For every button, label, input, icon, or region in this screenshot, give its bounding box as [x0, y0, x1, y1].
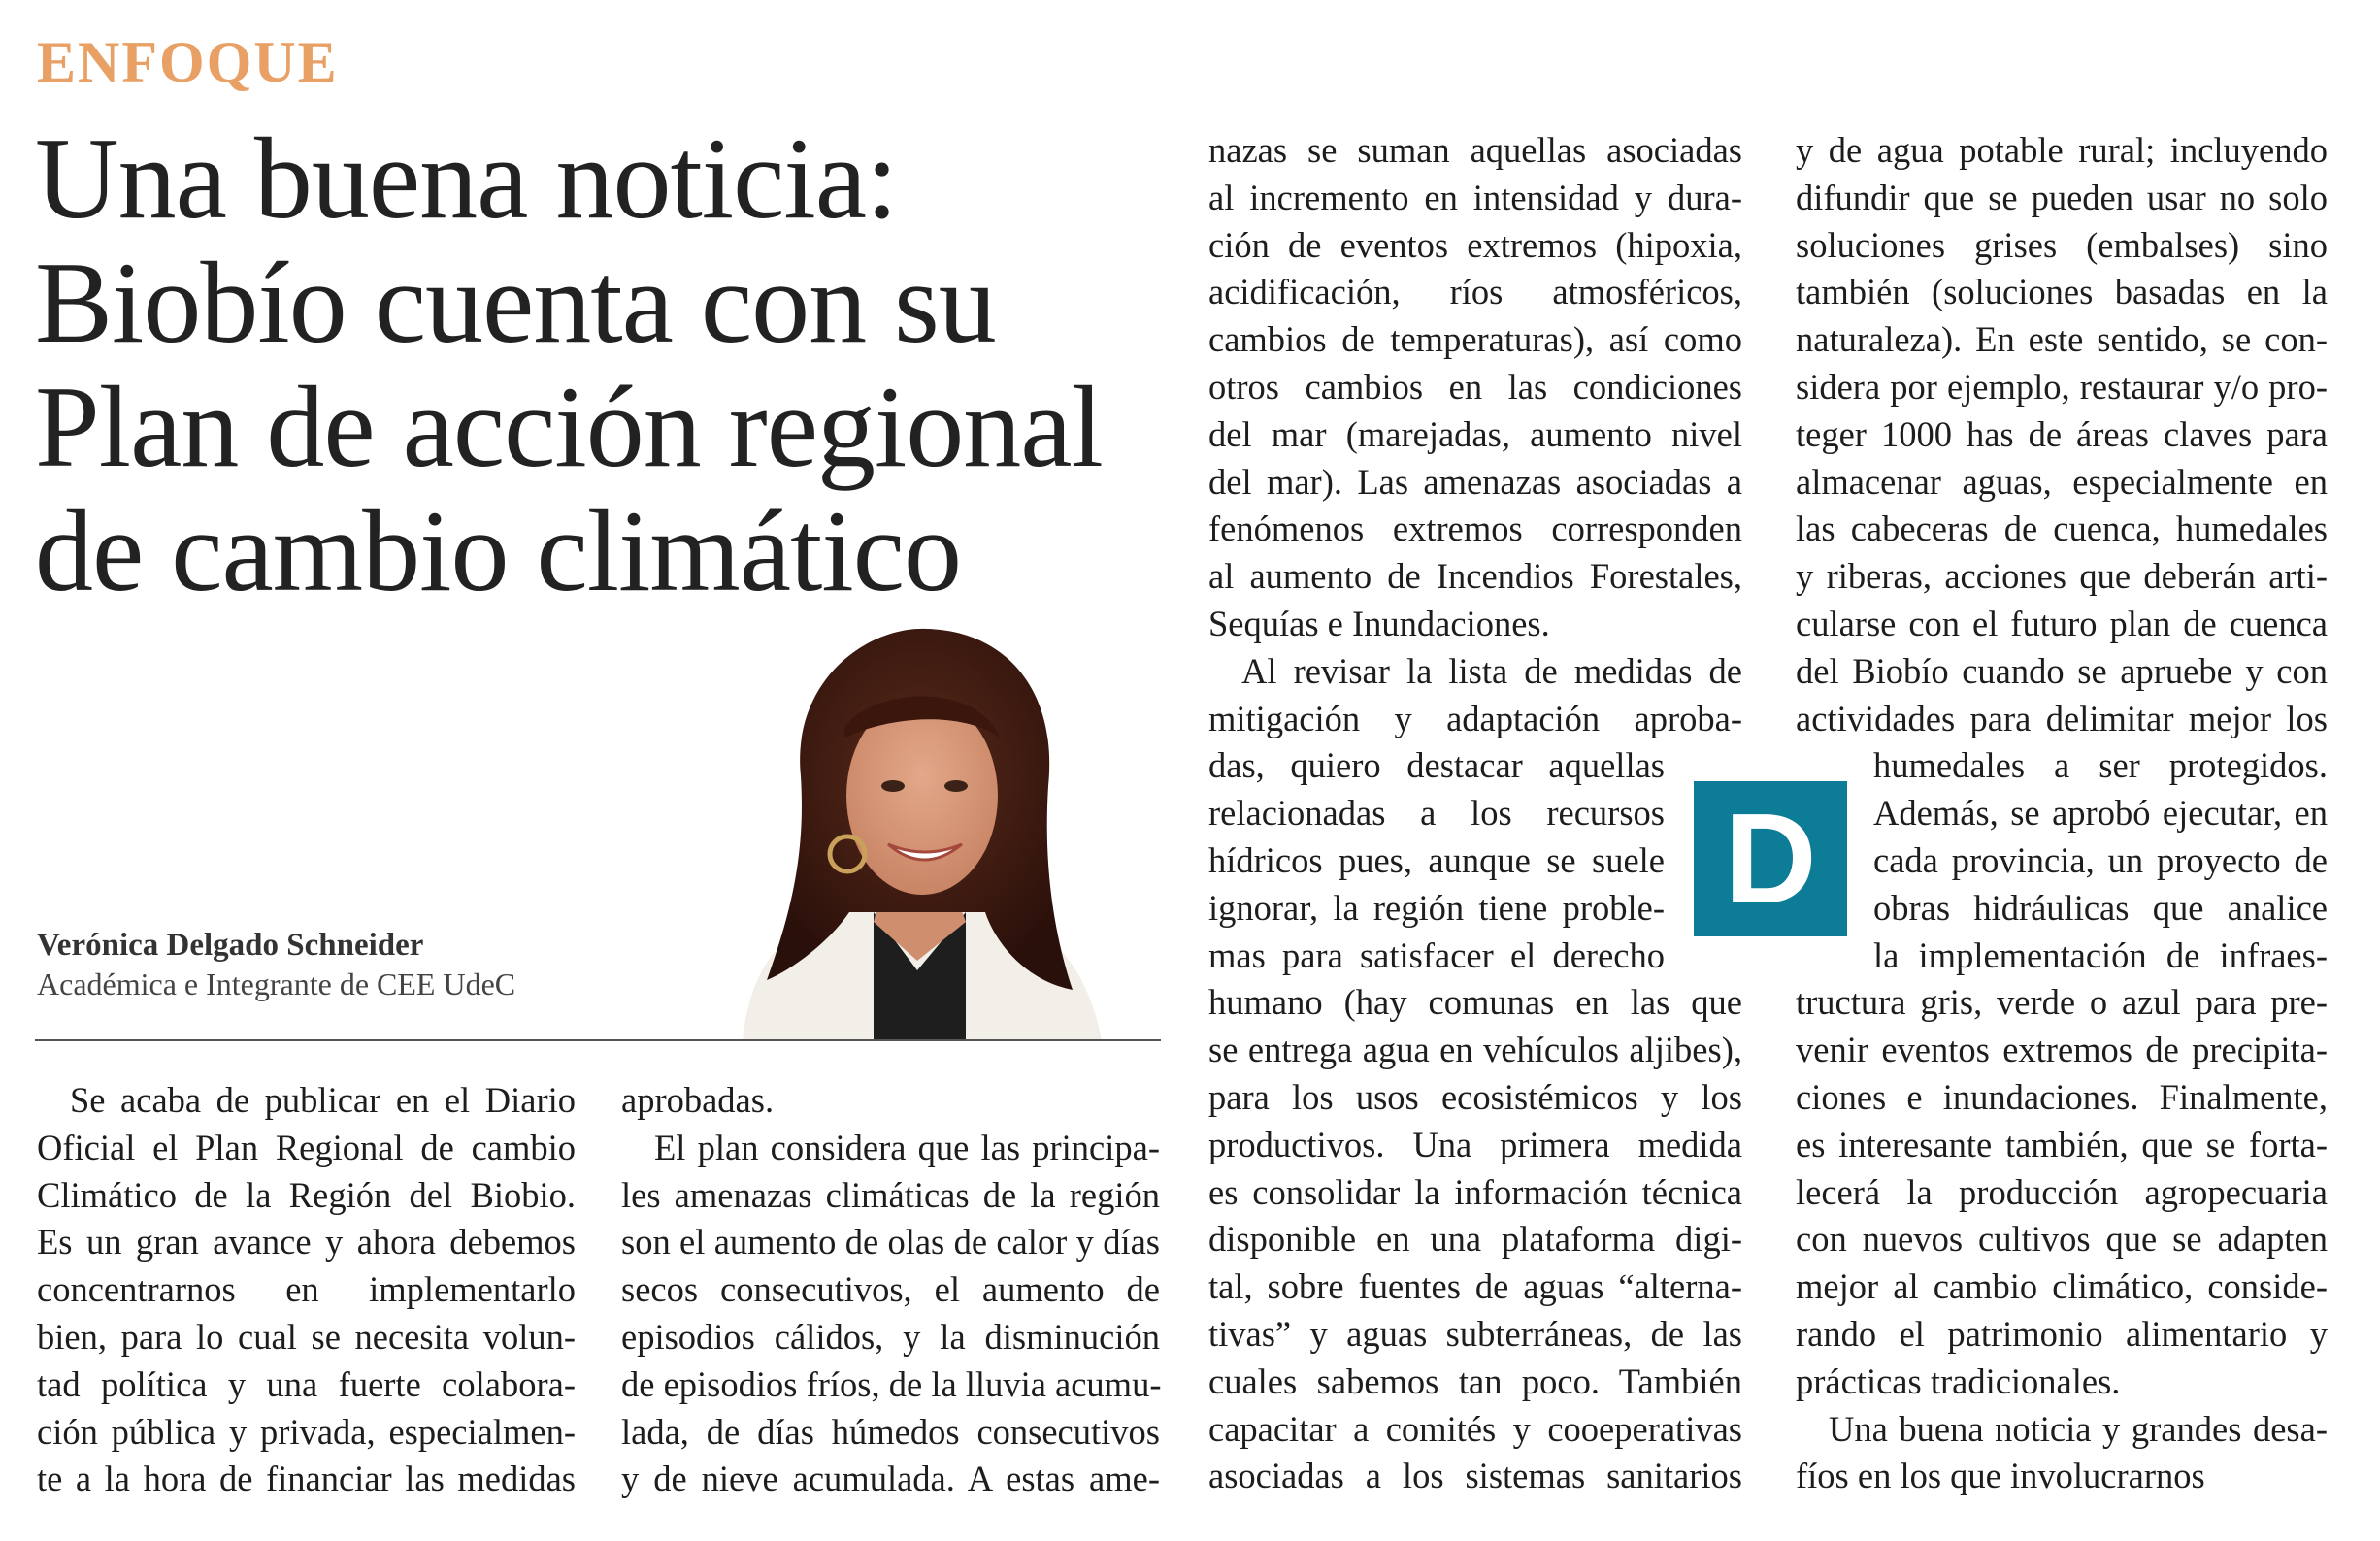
- text-line: das, quiero destacar aquellas: [1208, 745, 1665, 786]
- text-line: mas para satisfacer el derecho: [1208, 934, 1665, 975]
- paragraph: [1796, 1406, 2328, 1501]
- text-line: la implementación de infraes-: [1873, 934, 2328, 975]
- text-line: teger 1000 has de áreas claves para: [1796, 413, 2328, 454]
- text-line: hídricos pues, aunque se suele: [1208, 839, 1665, 880]
- article-column-2: [621, 1077, 1160, 1503]
- text-line: para los usos ecosistémicos y los: [1208, 1076, 1742, 1117]
- text-line: Al revisar la lista de medidas de: [1241, 650, 1742, 691]
- text-line: y riberas, acciones que deberán arti-: [1796, 556, 2328, 597]
- text-line: actividades para delimitar mejor los: [1796, 698, 2328, 738]
- headline-line: Biobío cuenta con su: [35, 238, 996, 367]
- text-line: al aumento de Incendios Forestales,: [1208, 556, 1742, 597]
- text-line: son el aumento de olas de calor y días: [621, 1222, 1160, 1262]
- text-line: soluciones grises (embalses) sino: [1796, 224, 2328, 265]
- article-column-1: [37, 1077, 576, 1503]
- text-line: almacenar aguas, especialmente en: [1796, 461, 2328, 502]
- text-line: Climático de la Región del Biobio.: [37, 1174, 576, 1215]
- text-line: del Biobío cuando se apruebe y con: [1796, 650, 2328, 691]
- text-line: Además, se aprobó ejecutar, en: [1873, 793, 2328, 834]
- paragraph: [621, 1077, 1160, 1125]
- text-line: venir eventos extremos de precipita-: [1796, 1030, 2328, 1070]
- text-line: sidera por ejemplo, restaurar y/o pro-: [1796, 366, 2328, 407]
- headline-line: Plan de acción regional: [35, 362, 1103, 491]
- text-line: disponible en una plataforma digi-: [1208, 1219, 1742, 1260]
- section-label: ENFOQUE: [37, 30, 339, 94]
- text-line: episodios cálidos, y la disminución: [621, 1316, 1160, 1357]
- text-line: ignorar, la región tiene proble-: [1208, 887, 1665, 928]
- text-line: humano (hay comunas en las que: [1208, 982, 1742, 1023]
- text-line: del mar (marejadas, aumento nivel: [1208, 413, 1742, 454]
- text-line: nazas se suman aquellas asociadas: [1208, 130, 1742, 170]
- text-line: cuales sabemos tan poco. También: [1208, 1361, 1742, 1401]
- byline-divider: [35, 1039, 1161, 1041]
- text-line: El plan considera que las principa-: [654, 1127, 1160, 1167]
- text-line: de episodios fríos, de la lluvia acumu-: [621, 1363, 1162, 1404]
- text-line: te a la hora de financiar las medidas: [37, 1459, 576, 1499]
- text-line: y de nieve acumulada. A estas ame-: [621, 1459, 1160, 1499]
- text-line: tivas” y aguas subterráneas, de las: [1208, 1313, 1742, 1354]
- text-line: Oficial el Plan Regional de cambio: [37, 1127, 576, 1167]
- drop-cap: D: [1694, 781, 1847, 936]
- text-line: obras hidráulicas que analice: [1873, 887, 2328, 928]
- paragraph: [37, 1077, 576, 1503]
- text-line: ción de eventos extremos (hipoxia,: [1208, 224, 1742, 265]
- text-line: cularse con el futuro plan de cuenca: [1796, 603, 2328, 643]
- text-line: otros cambios en las condiciones: [1208, 366, 1742, 407]
- text-line: les amenazas climáticas de la región: [621, 1174, 1160, 1215]
- text-line: del mar). Las amenazas asociadas a: [1208, 461, 1742, 502]
- text-line: concentrarnos en implementarlo: [37, 1269, 576, 1310]
- text-line: difundir que se pueden usar no solo: [1796, 177, 2328, 217]
- text-line: ción pública y privada, especialmen-: [37, 1411, 576, 1452]
- text-line: acidificación, ríos atmosféricos,: [1208, 272, 1742, 312]
- text-line: humedales a ser protegidos.: [1873, 745, 2328, 786]
- text-line: productivos. Una primera medida: [1208, 1124, 1742, 1164]
- text-line: mitigación y adaptación aproba-: [1208, 698, 1742, 738]
- text-line: y de agua potable rural; incluyendo: [1796, 130, 2328, 170]
- text-line: rando el patrimonio alimentario y: [1796, 1313, 2328, 1354]
- text-line: bien, para lo cual se necesita volun-: [37, 1316, 576, 1357]
- text-line: Se acaba de publicar en el Diario: [70, 1080, 576, 1120]
- text-line: capacitar a comités y cooeperativas: [1208, 1408, 1742, 1449]
- text-line: tructura gris, verde o azul para pre-: [1796, 982, 2328, 1023]
- article-column-4: [1796, 127, 2328, 1500]
- author-photo: [675, 621, 1160, 1040]
- text-line: Es un gran avance y ahora debemos: [37, 1222, 576, 1262]
- text-line: Una buena noticia y grandes desa-: [1829, 1408, 2328, 1449]
- text-line: lada, de días húmedos consecutivos: [621, 1411, 1160, 1452]
- paragraph: [1208, 127, 1742, 648]
- text-line: fíos en los que involucrarnos: [1796, 1456, 2205, 1496]
- author-portrait-illustration: [675, 621, 1160, 1040]
- text-line: tad política y una fuerte colabora-: [37, 1363, 576, 1404]
- text-line: lecerá la producción agropecuaria: [1796, 1171, 2328, 1212]
- paragraph: [621, 1125, 1160, 1503]
- author-role: Académica e Integrante de CEE UdeC: [37, 967, 516, 1001]
- text-line: cada provincia, un proyecto de: [1873, 839, 2328, 880]
- text-line: con nuevos cultivos que se adapten: [1796, 1219, 2328, 1260]
- headline-line: de cambio climático: [35, 486, 961, 615]
- text-line: relacionadas a los recursos: [1208, 793, 1665, 834]
- text-line: prácticas tradicionales.: [1796, 1361, 2121, 1401]
- text-line: tal, sobre fuentes de aguas “alterna-: [1208, 1266, 1742, 1307]
- text-line: es consolidar la información técnica: [1208, 1171, 1742, 1212]
- text-line: se entrega agua en vehículos aljibes),: [1208, 1030, 1742, 1070]
- text-line: mejor al cambio climático, conside-: [1796, 1266, 2328, 1307]
- text-line: asociadas a los sistemas sanitarios: [1208, 1456, 1742, 1496]
- text-line: cambios de temperaturas), así como: [1208, 319, 1742, 360]
- text-line: es interesante también, que se forta-: [1796, 1124, 2328, 1164]
- text-line: ciones e inundaciones. Finalmente,: [1796, 1076, 2328, 1117]
- text-line: fenómenos extremos corresponden: [1208, 508, 1742, 549]
- article-column-3: [1208, 127, 1742, 1500]
- paragraph: [1796, 790, 2328, 1405]
- author-name: Verónica Delgado Schneider: [37, 928, 424, 963]
- paragraph: [1796, 127, 2328, 790]
- headline-line: Una buena noticia:: [35, 114, 898, 243]
- paragraph: [1208, 648, 1742, 1500]
- text-line: secos consecutivos, el aumento de: [621, 1269, 1160, 1310]
- text-line: aprobadas.: [621, 1080, 775, 1120]
- headline: [35, 116, 1141, 613]
- text-line: las cabeceras de cuenca, humedales: [1796, 508, 2328, 549]
- text-line: Sequías e Inundaciones.: [1208, 603, 1550, 643]
- text-line: al incremento en intensidad y dura-: [1208, 177, 1742, 217]
- text-line: también (soluciones basadas en la: [1796, 272, 2328, 312]
- text-line: naturaleza). En este sentido, se con-: [1796, 319, 2328, 360]
